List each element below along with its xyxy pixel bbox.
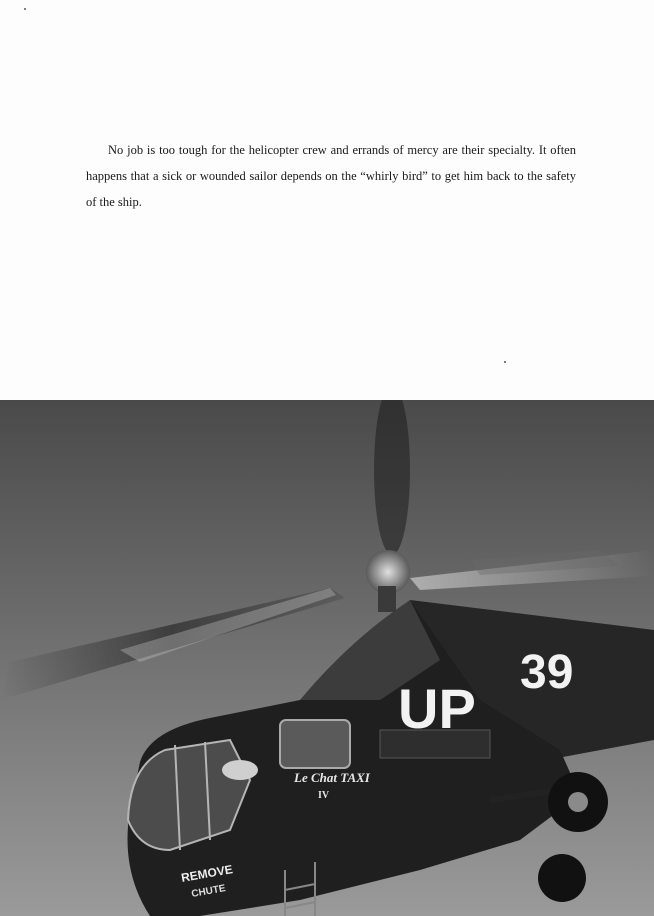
caption-text: No job is too tough for the helicopter crew and errands of mercy are their specialty. It often happens that a sick or wounded sailor depends on the “whirly bird” to get him back to the safety of the ship. [86, 143, 576, 209]
pilot-figure [222, 760, 258, 780]
landing-wheel-hub [568, 792, 588, 812]
helicopter-photo [0, 400, 654, 916]
door-label-chute: CHUTE [190, 883, 227, 900]
nose-art-text: Le Chat TAXI [294, 770, 370, 785]
tail-number: 39 [520, 646, 574, 699]
nose-art-subtext: IV [318, 790, 330, 801]
landing-wheel-front [538, 854, 586, 902]
side-window [280, 720, 350, 768]
door-label-remove: REMOVE [180, 862, 234, 885]
page-speck [24, 8, 26, 10]
fuselage-code: UP [398, 677, 476, 740]
page-speck [504, 361, 506, 363]
caption-block [86, 137, 576, 215]
rotor-mast [378, 586, 396, 612]
